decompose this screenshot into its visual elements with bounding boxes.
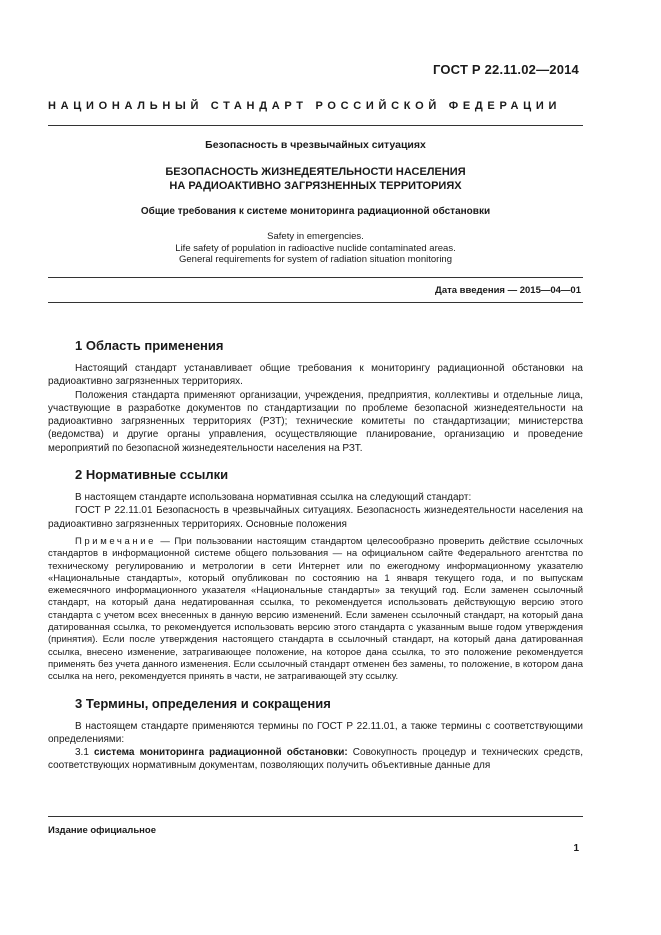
section-heading: 2 Нормативные ссылки	[75, 467, 229, 483]
subtitle: Общие требования к системе мониторинга радиационной обстановки	[140, 206, 491, 217]
section-heading: 3 Термины, определения и сокращения	[75, 695, 331, 711]
term-number: 3.1	[75, 747, 95, 759]
note-paragraph	[48, 536, 583, 684]
paragraph: Положения стандарта применяют организации, учреждения, предприятия, коллективы и отдельные лица, участвующие в разработке документов по стандартизации по проблеме безопасной жизнедеятельности на радиоактивно загрязненных территориях (РЗТ); технические комитеты по стандартизации; министерства (ведомства) и другие органы управления, осуществляющие планирование, организацию и проведение мероприятий по безопасной жизнедеятельности населения на РЗТ.	[48, 389, 583, 454]
section-normative-references	[48, 465, 583, 683]
introduction-date: Дата введения — 2015—04—01	[435, 285, 581, 296]
main-title	[48, 165, 583, 193]
term-paragraph	[48, 746, 583, 773]
official-edition-label: Издание официальное	[48, 825, 156, 836]
divider	[48, 277, 583, 278]
english-title	[48, 231, 583, 266]
page-number: 1	[573, 843, 579, 854]
english-title-line-1: Safety in emergencies.	[267, 231, 364, 242]
divider	[48, 125, 583, 126]
paragraph: Настоящий стандарт устанавливает общие требования к мониторингу радиационной обстановки на радиоактивно загрязненных территориях.	[48, 363, 583, 388]
divider	[48, 816, 583, 817]
section-scope	[48, 336, 583, 455]
standard-code: ГОСТ Р 22.11.02—2014	[432, 62, 579, 77]
divider	[48, 302, 583, 303]
english-title-line-2: Life safety of population in radioactive nuclide contaminated areas.	[175, 242, 456, 254]
term-definition: Совокупность процедур и технических средств, соответствующих нормативным документам, позволяющих получить объективные данные для	[48, 747, 584, 772]
note-label: Примечание	[75, 535, 156, 547]
main-title-line-1: БЕЗОПАСНОСТЬ ЖИЗНЕДЕЯТЕЛЬНОСТИ НАСЕЛЕНИЯ	[165, 166, 466, 178]
national-standard-heading: НАЦИОНАЛЬНЫЙ СТАНДАРТ РОССИЙСКОЙ ФЕДЕРАЦИИ	[48, 100, 562, 112]
note-text: — При пользовании настоящим стандартом целесообразно проверить действие ссылочных стандартов в информационной системе общего пользования — на официальном сайте Федерального агентства по техническому регулированию и метрологии в сети Интернет или по ежегодному информационному указателю «Национальные стандарты», который опубликован по состоянию на 1 января текущего года, и по выпускам ежемесячного информационного указателя «Национальные стандарты» за текущий год. Если заменен ссылочный стандарт, на который дана недатированная ссылка, то рекомендуется использовать действующую версию этого стандарта с учетом всех внесенных в данную версию изменений. Если заменен ссылочный стандарт, на который дана датированная ссылка, то рекомендуется использовать версию этого стандарта с указанным выше годом утверждения (принятия). Если после утверждения настоящего стандарта в ссылочный стандарт, на который дана датированная ссылка, внесено изменение, затрагивающее положение, на которое дана ссылка, то это положение рекомендуется применять без учета данного изменения. Если ссылочный стандарт отменен без замены, то положение, в котором дана ссылка на него, рекомендуется принять в части, не затрагивающей эту ссылку.	[48, 535, 583, 683]
paragraph: В настоящем стандарте использована нормативная ссылка на следующий стандарт:	[75, 492, 472, 504]
paragraph: В настоящем стандарте применяются термины по ГОСТ Р 22.11.01, а также термины с соответствующими определениями:	[48, 720, 583, 745]
english-title-line-3: General requirements for system of radiation situation monitoring	[179, 254, 452, 265]
document-body	[48, 336, 583, 773]
section-heading: 1 Область применения	[75, 338, 224, 353]
paragraph: ГОСТ Р 22.11.01 Безопасность в чрезвычайных ситуациях. Безопасность жизнедеятельности населения на радиоактивно загрязненных территориях. Основные положения	[48, 505, 583, 530]
term-name: система мониторинга радиационной обстановки:	[94, 747, 348, 759]
series-title: Безопасность в чрезвычайных ситуациях	[205, 139, 426, 151]
main-title-line-2: НА РАДИОАКТИВНО ЗАГРЯЗНЕННЫХ ТЕРРИТОРИЯХ	[169, 180, 462, 192]
section-terms	[48, 694, 583, 773]
